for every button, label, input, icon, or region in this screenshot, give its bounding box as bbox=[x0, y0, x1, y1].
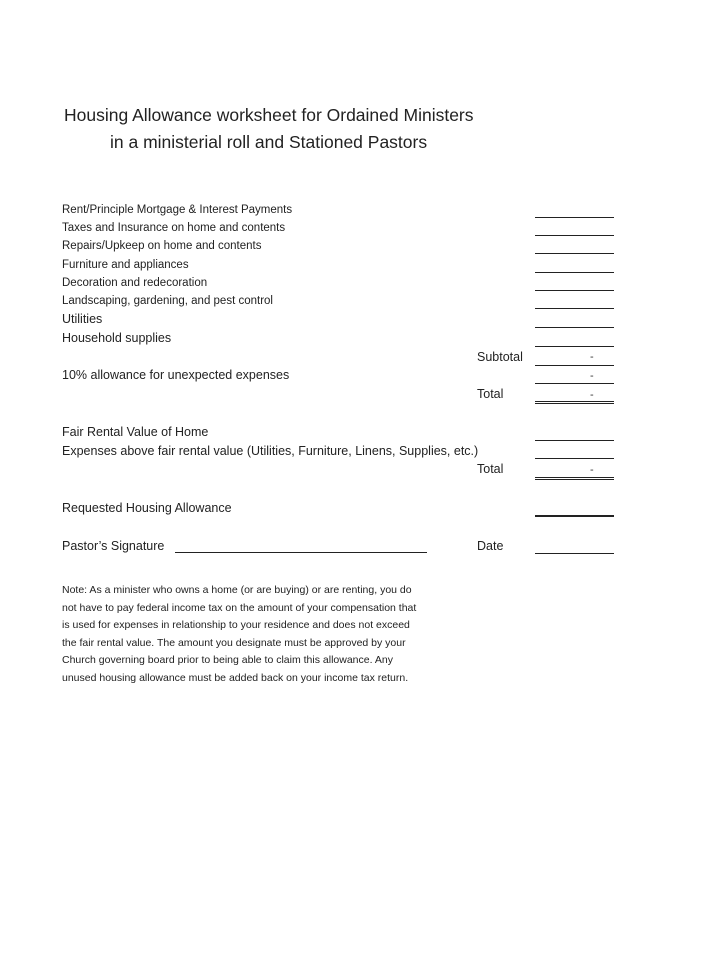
worksheet-title-line-2: in a ministerial roll and Stationed Pastors bbox=[110, 132, 428, 152]
total-double-line bbox=[535, 401, 614, 404]
note-line: is used for expenses in relationship to your residence and does not exceed bbox=[62, 619, 410, 631]
expense-label-taxes: Taxes and Insurance on home and contents bbox=[62, 222, 286, 234]
expense-label-household-supplies: Household supplies bbox=[62, 331, 172, 345]
fair-rental-total-double-line bbox=[535, 477, 614, 480]
expense-line-decoration[interactable] bbox=[535, 290, 614, 291]
date-line[interactable] bbox=[535, 553, 614, 554]
expenses-above-label: Expenses above fair rental value (Utilities, Furniture, Linens, Supplies, etc.) bbox=[62, 444, 479, 458]
expense-label-landscaping: Landscaping, gardening, and pest control bbox=[62, 295, 273, 307]
allowance-line bbox=[535, 383, 614, 384]
note-line: not have to pay federal income tax on the amount of your compensation that bbox=[62, 601, 417, 614]
fair-rental-total-label: Total bbox=[477, 462, 504, 476]
expense-label-repairs: Repairs/Upkeep on home and contents bbox=[62, 240, 262, 252]
signature-line[interactable] bbox=[175, 552, 427, 553]
allowance-label: 10% allowance for unexpected expenses bbox=[62, 368, 290, 382]
note-block bbox=[62, 582, 502, 687]
requested-allowance-label: Requested Housing Allowance bbox=[62, 501, 232, 515]
expense-line-furniture[interactable] bbox=[535, 272, 614, 273]
note-line: the fair rental value. The amount you designate must be approved by your bbox=[62, 636, 406, 649]
fair-rental-line[interactable] bbox=[535, 440, 614, 441]
expenses-above-line[interactable] bbox=[535, 458, 614, 459]
note-line: Church governing board prior to being able to claim this allowance. Any bbox=[62, 654, 393, 666]
subtotal-label: Subtotal bbox=[477, 350, 523, 364]
expense-line-landscaping[interactable] bbox=[535, 308, 614, 309]
fair-rental-total-value: - bbox=[590, 464, 594, 476]
expense-label-utilities: Utilities bbox=[62, 312, 103, 326]
expense-line-rent[interactable] bbox=[535, 217, 614, 218]
subtotal-line bbox=[535, 365, 614, 366]
expense-label-rent: Rent/Principle Mortgage & Interest Payments bbox=[62, 204, 293, 216]
expense-line-utilities[interactable] bbox=[535, 327, 614, 328]
fair-rental-label: Fair Rental Value of Home bbox=[62, 425, 209, 439]
total-value: - bbox=[590, 389, 594, 401]
note-line: Note: As a minister who owns a home (or are buying) or are renting, you do bbox=[62, 584, 412, 596]
expense-line-taxes[interactable] bbox=[535, 235, 614, 236]
total-label: Total bbox=[477, 387, 504, 401]
expense-label-furniture: Furniture and appliances bbox=[62, 259, 189, 271]
worksheet-title-line-1: Housing Allowance worksheet for Ordained Ministers bbox=[64, 105, 474, 125]
requested-allowance-line[interactable] bbox=[535, 515, 614, 517]
expense-label-decoration: Decoration and redecoration bbox=[62, 277, 208, 289]
allowance-value: - bbox=[590, 370, 594, 382]
expense-line-household-supplies[interactable] bbox=[535, 346, 614, 347]
note-line: unused housing allowance must be added back on your income tax return. bbox=[62, 671, 409, 684]
date-label: Date bbox=[477, 539, 504, 553]
expense-line-repairs[interactable] bbox=[535, 253, 614, 254]
signature-label: Pastor’s Signature bbox=[62, 539, 165, 553]
subtotal-value: - bbox=[590, 351, 594, 363]
